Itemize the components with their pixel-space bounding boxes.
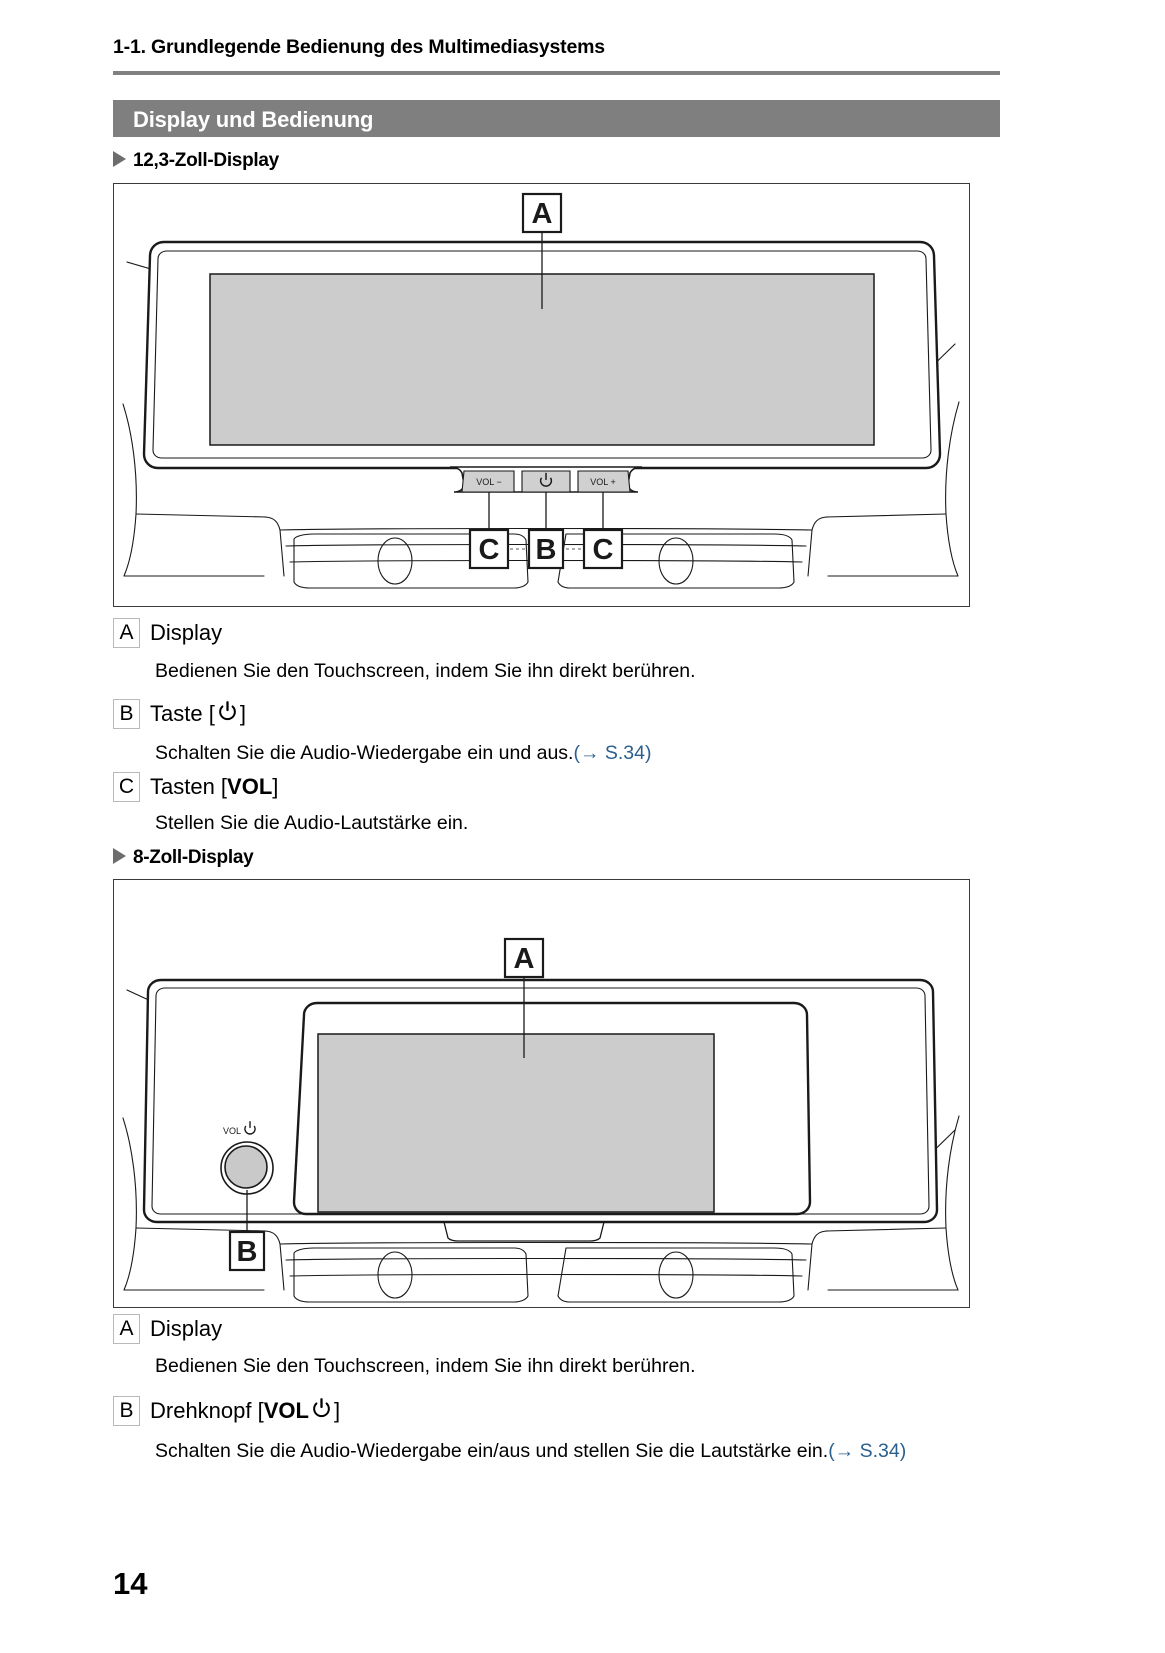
legend-key-box: C [113, 772, 140, 802]
svg-text:A: A [531, 198, 553, 230]
callout-b [230, 1232, 264, 1270]
legend-key-box: A [113, 1314, 140, 1344]
legend-title-suffix: ] [333, 1398, 341, 1423]
subheading-label: 12,3-Zoll-Display [133, 150, 279, 171]
legend-desc-b-2 [155, 1440, 906, 1463]
legend-desc-text: Schalten Sie die Audio-Wiedergabe ein/aus und stellen Sie die Lautstärke ein. [155, 1440, 829, 1462]
legend-title-suffix: ] [239, 701, 246, 726]
legend-desc-text: Schalten Sie die Audio-Wiedergabe ein und aus. [155, 742, 574, 764]
triangle-bullet-icon [113, 848, 126, 864]
section-title: Display und Bedienung [133, 107, 374, 132]
figure-8-zoll-display [113, 879, 970, 1308]
running-head: 1-1. Grundlegende Bedienung des Multimediasystems [113, 36, 605, 58]
legend-title-prefix: Taste [ [150, 701, 215, 726]
legend-title-suffix: ] [272, 774, 279, 799]
section-bar [113, 100, 1000, 137]
callout-c-left [470, 530, 508, 568]
legend-item-c-1 [113, 772, 278, 802]
svg-text:C: C [592, 534, 614, 566]
svg-text:B: B [236, 1236, 258, 1268]
page-number: 14 [113, 1566, 148, 1601]
legend-title: Display [150, 1316, 223, 1341]
svg-text:B: B [535, 534, 557, 566]
power-icon [311, 1397, 332, 1418]
legend-title: Display [150, 620, 223, 645]
knob-vol-label: VOL [222, 1126, 242, 1136]
callout-c-right [584, 530, 622, 568]
subheading-12-3-zoll [113, 150, 279, 172]
legend-key-box: B [113, 699, 140, 729]
legend-item-b-2 [113, 1396, 340, 1426]
legend-title-bold: VOL [263, 1398, 309, 1423]
running-head-rule [113, 71, 1000, 75]
legend-item-a-1 [113, 618, 222, 648]
subheading-8-zoll [113, 847, 253, 869]
triangle-bullet-icon [113, 151, 126, 167]
legend-title-bold: VOL [227, 774, 273, 799]
legend-item-b-1 [113, 699, 246, 729]
legend-desc-c-1: Stellen Sie die Audio-Lautstärke ein. [155, 812, 469, 834]
illustration-8-zoll [114, 880, 968, 1306]
legend-desc-a-1: Bedienen Sie den Touchscreen, indem Sie ihn direkt berühren. [155, 660, 696, 682]
page-xref-link[interactable]: (→ S.34) [828, 1440, 907, 1462]
legend-title-prefix: Tasten [ [150, 774, 228, 799]
svg-text:C: C [478, 534, 500, 566]
illustration-12-3-zoll [114, 184, 968, 605]
legend-key-box: A [113, 618, 140, 648]
subheading-label: 8-Zoll-Display [133, 847, 254, 868]
callout-b [529, 530, 563, 568]
legend-key-box: B [113, 1396, 140, 1426]
legend-desc-b-1 [155, 742, 651, 765]
legend-desc-a-2: Bedienen Sie den Touchscreen, indem Sie ihn direkt berühren. [155, 1355, 696, 1377]
svg-text:A: A [513, 943, 535, 975]
callout-a [523, 194, 561, 232]
legend-title-prefix: Drehknopf [ [150, 1398, 264, 1423]
figure-12-3-zoll-display [113, 183, 970, 607]
power-icon [217, 700, 238, 721]
vol-minus-button-label: VOL − [476, 477, 502, 487]
vol-plus-button-label: VOL + [590, 477, 616, 487]
legend-item-a-2 [113, 1314, 222, 1344]
screen-area [318, 1034, 714, 1212]
callout-a [505, 939, 543, 977]
page-xref-link[interactable]: (→ S.34) [573, 742, 652, 764]
